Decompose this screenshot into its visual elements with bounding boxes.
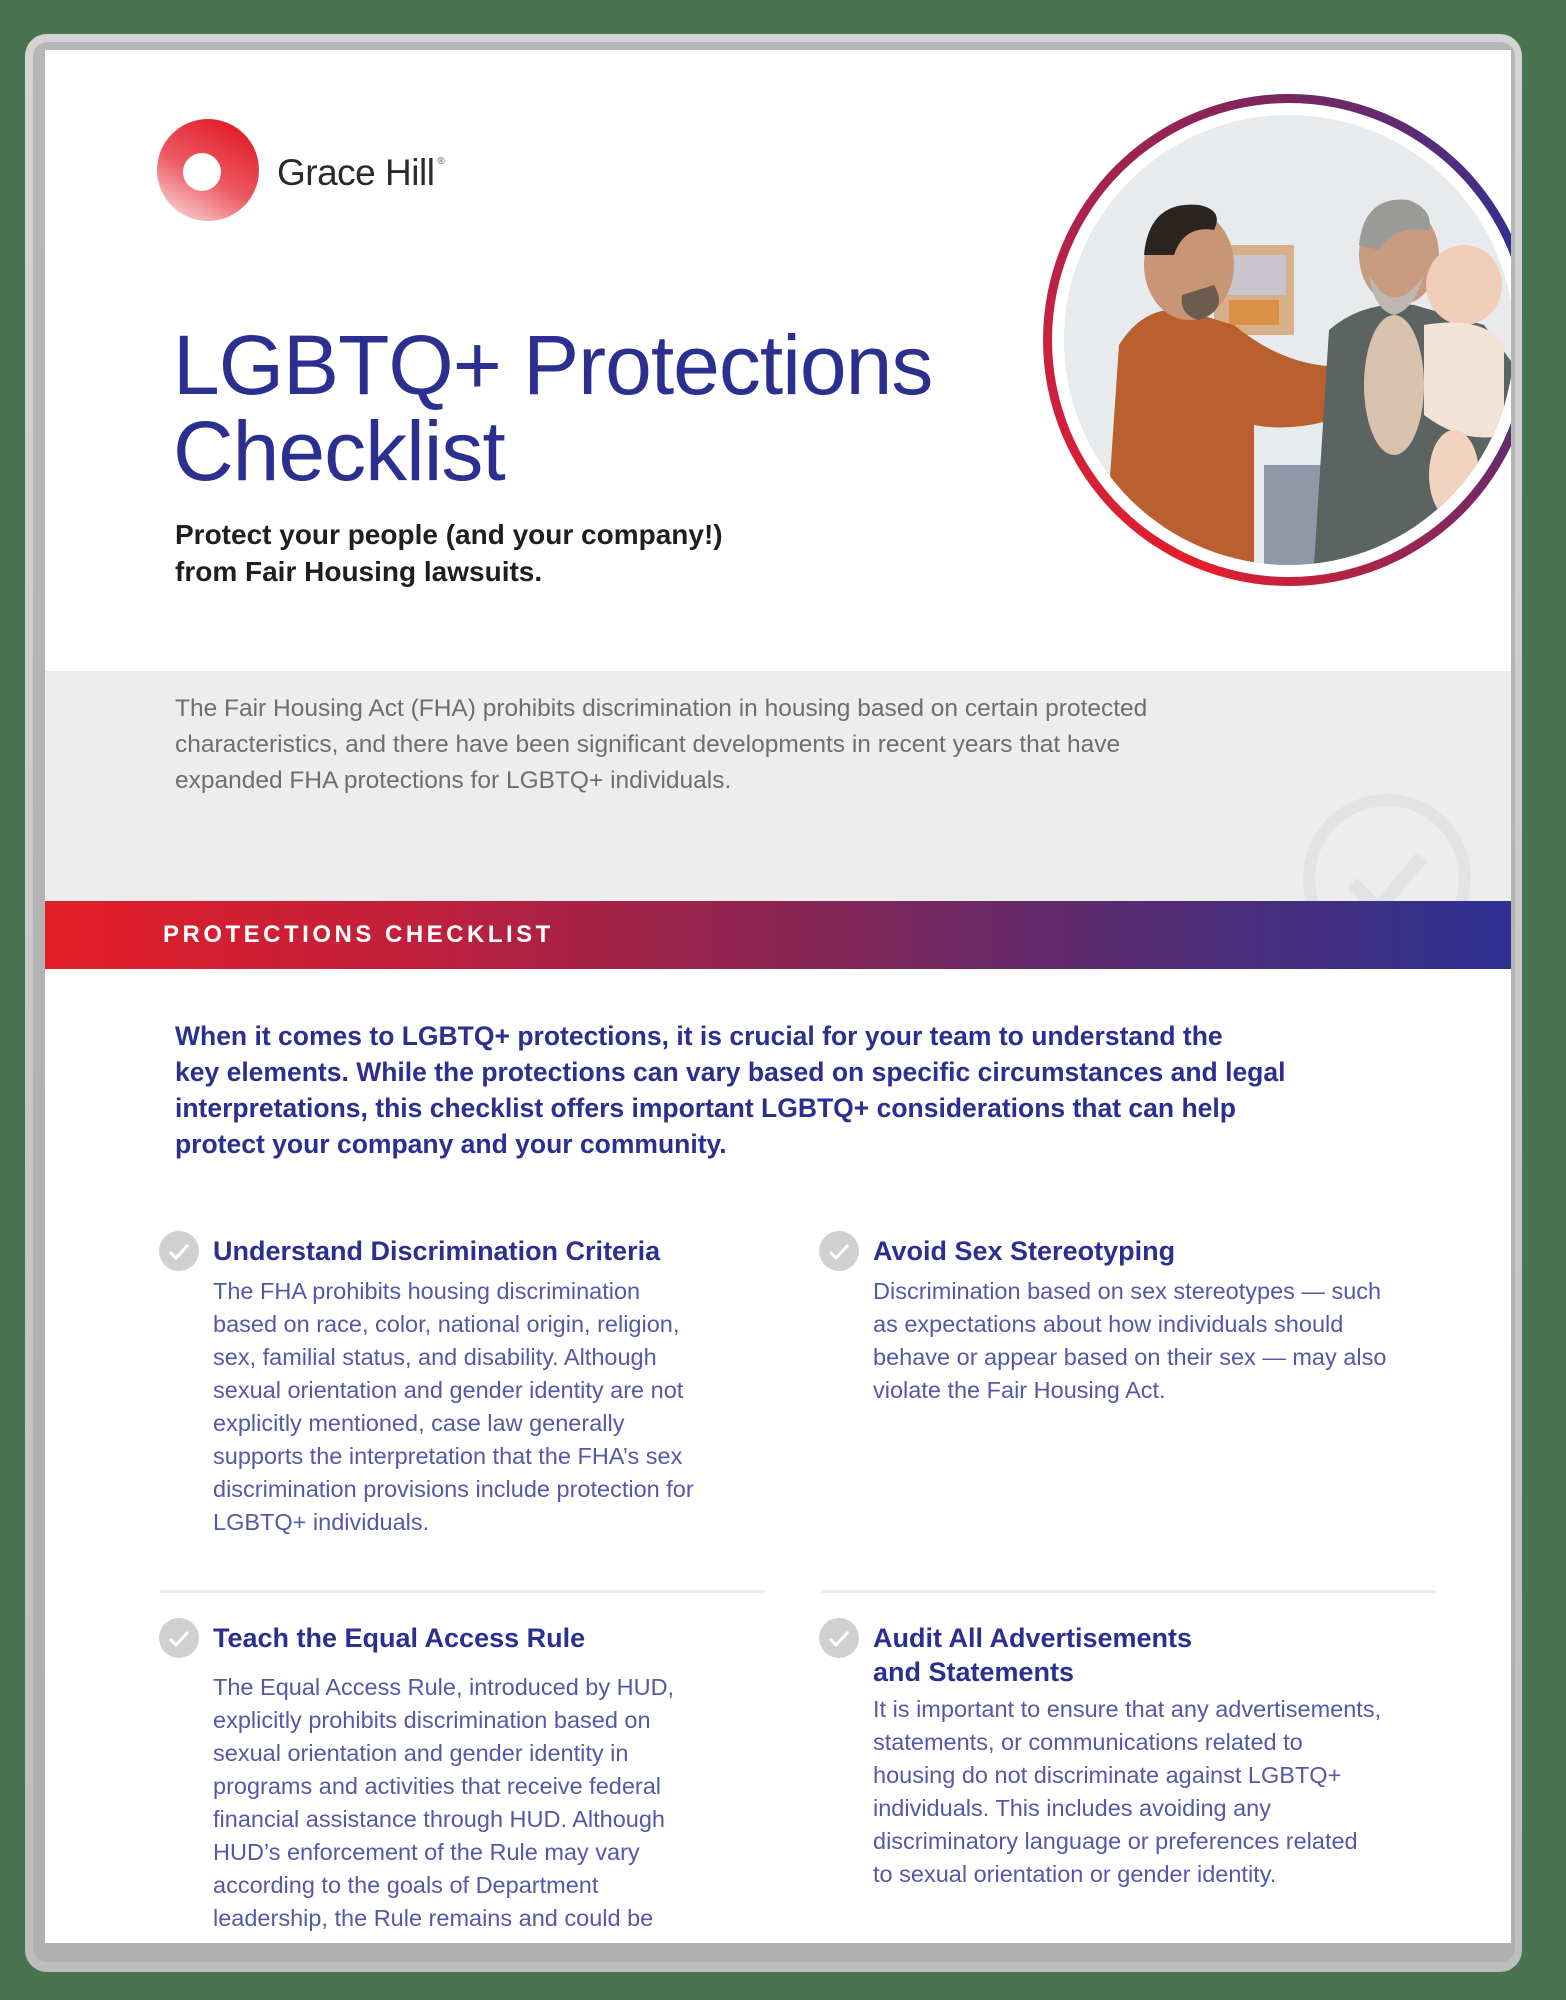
page-subtitle <box>175 516 723 590</box>
check-circle-icon <box>819 1231 859 1271</box>
brand-name-text: Grace Hill <box>277 152 435 193</box>
section-header-label: PROTECTIONS CHECKLIST <box>163 921 554 948</box>
title-line: Audit All Advertisements <box>873 1623 1193 1653</box>
body-line: financial assistance through HUD. Although <box>213 1806 665 1832</box>
body-line: programs and activities that receive federal <box>213 1773 662 1799</box>
body-line: sexual orientation and gender identity are not <box>213 1377 684 1403</box>
body-line: The FHA prohibits housing discrimination <box>213 1278 641 1304</box>
subtitle-line-2: from Fair Housing lawsuits. <box>175 556 543 587</box>
body-line: explicitly prohibits discrimination based on <box>213 1707 651 1733</box>
intro-line-3: expanded FHA protections for LGBTQ+ individuals. <box>175 767 732 794</box>
registered-mark: ® <box>437 156 445 167</box>
body-line: sexual orientation and gender identity in <box>213 1740 629 1766</box>
checklist-item-discrimination-criteria <box>213 1234 793 1539</box>
divider-left <box>160 1590 765 1593</box>
body-line: individuals. This includes avoiding any <box>873 1795 1271 1821</box>
checklist-item-body <box>873 1275 1473 1407</box>
check-circle-icon <box>159 1231 199 1271</box>
body-line: LGBTQ+ individuals. <box>213 1509 430 1535</box>
lead-line-2: key elements. While the protections can vary based on specific circumstances and legal <box>175 1057 1286 1087</box>
check-circle-watermark-icon <box>1300 791 1474 901</box>
checklist-item-sex-stereotyping <box>873 1234 1473 1407</box>
check-circle-icon <box>159 1618 199 1658</box>
checklist-item-body <box>213 1671 793 1935</box>
grace-hill-logo-icon <box>156 118 260 222</box>
title-line-2: Checklist <box>173 404 505 498</box>
lead-line-3: interpretations, this checklist offers important LGBTQ+ considerations that can help <box>175 1093 1236 1123</box>
section-header-bar <box>45 901 1511 969</box>
subtitle-line-1: Protect your people (and your company!) <box>175 519 723 550</box>
checklist-item-body <box>213 1275 793 1539</box>
intro-paragraph <box>175 691 1275 799</box>
body-line: It is important to ensure that any advertisements, <box>873 1696 1382 1722</box>
intro-line-2: characteristics, and there have been significant developments in recent years that have <box>175 731 1121 758</box>
checklist-item-audit-advertisements <box>873 1621 1473 1891</box>
body-line: behave or appear based on their sex — may also <box>873 1344 1387 1370</box>
body-line: leadership, the Rule remains and could be <box>213 1905 654 1931</box>
title-line-1: LGBTQ+ Protections <box>173 318 933 412</box>
intro-line-1: The Fair Housing Act (FHA) prohibits discrimination in housing based on certain protected <box>175 695 1148 722</box>
body-line: according to the goals of Department <box>213 1872 599 1898</box>
body-line: as expectations about how individuals should <box>873 1311 1344 1337</box>
body-line: statements, or communications related to <box>873 1729 1303 1755</box>
body-line: HUD’s enforcement of the Rule may vary <box>213 1839 640 1865</box>
body-line: explicitly mentioned, case law generally <box>213 1410 625 1436</box>
lead-line-4: protect your company and your community. <box>175 1129 727 1159</box>
check-circle-icon <box>819 1618 859 1658</box>
lead-line-1: When it comes to LGBTQ+ protections, it is crucial for your team to understand the <box>175 1021 1223 1051</box>
divider-right <box>821 1590 1436 1593</box>
body-line: discrimination provisions include protection for <box>213 1476 694 1502</box>
body-line: based on race, color, national origin, religion, <box>213 1311 680 1337</box>
body-line: supports the interpretation that the FHA’s sex <box>213 1443 683 1469</box>
body-line: The Equal Access Rule, introduced by HUD, <box>213 1674 675 1700</box>
brand-name <box>277 152 444 194</box>
body-line: discriminatory language or preferences related <box>873 1828 1358 1854</box>
checklist-item-body <box>873 1693 1473 1891</box>
body-line: to sexual orientation or gender identity. <box>873 1861 1277 1887</box>
document-page <box>45 50 1511 1943</box>
page-title <box>173 318 933 498</box>
checklist-item-equal-access-rule <box>213 1621 793 1935</box>
hero-photo <box>1064 115 1511 565</box>
family-photo-illustration <box>1064 115 1511 565</box>
lead-paragraph <box>175 1018 1415 1162</box>
checklist-item-title: Understand Discrimination Criteria <box>213 1236 661 1266</box>
intro-band <box>45 671 1511 901</box>
title-line: and Statements <box>873 1657 1075 1687</box>
checklist-item-title <box>873 1621 1473 1689</box>
body-line: violate the Fair Housing Act. <box>873 1377 1166 1403</box>
body-line: Discrimination based on sex stereotypes — such <box>873 1278 1382 1304</box>
checklist-item-title: Avoid Sex Stereotyping <box>873 1236 1176 1266</box>
checklist-item-title: Teach the Equal Access Rule <box>213 1623 586 1653</box>
body-line: housing do not discriminate against LGBTQ+ <box>873 1762 1342 1788</box>
body-line: sex, familial status, and disability. Although <box>213 1344 657 1370</box>
